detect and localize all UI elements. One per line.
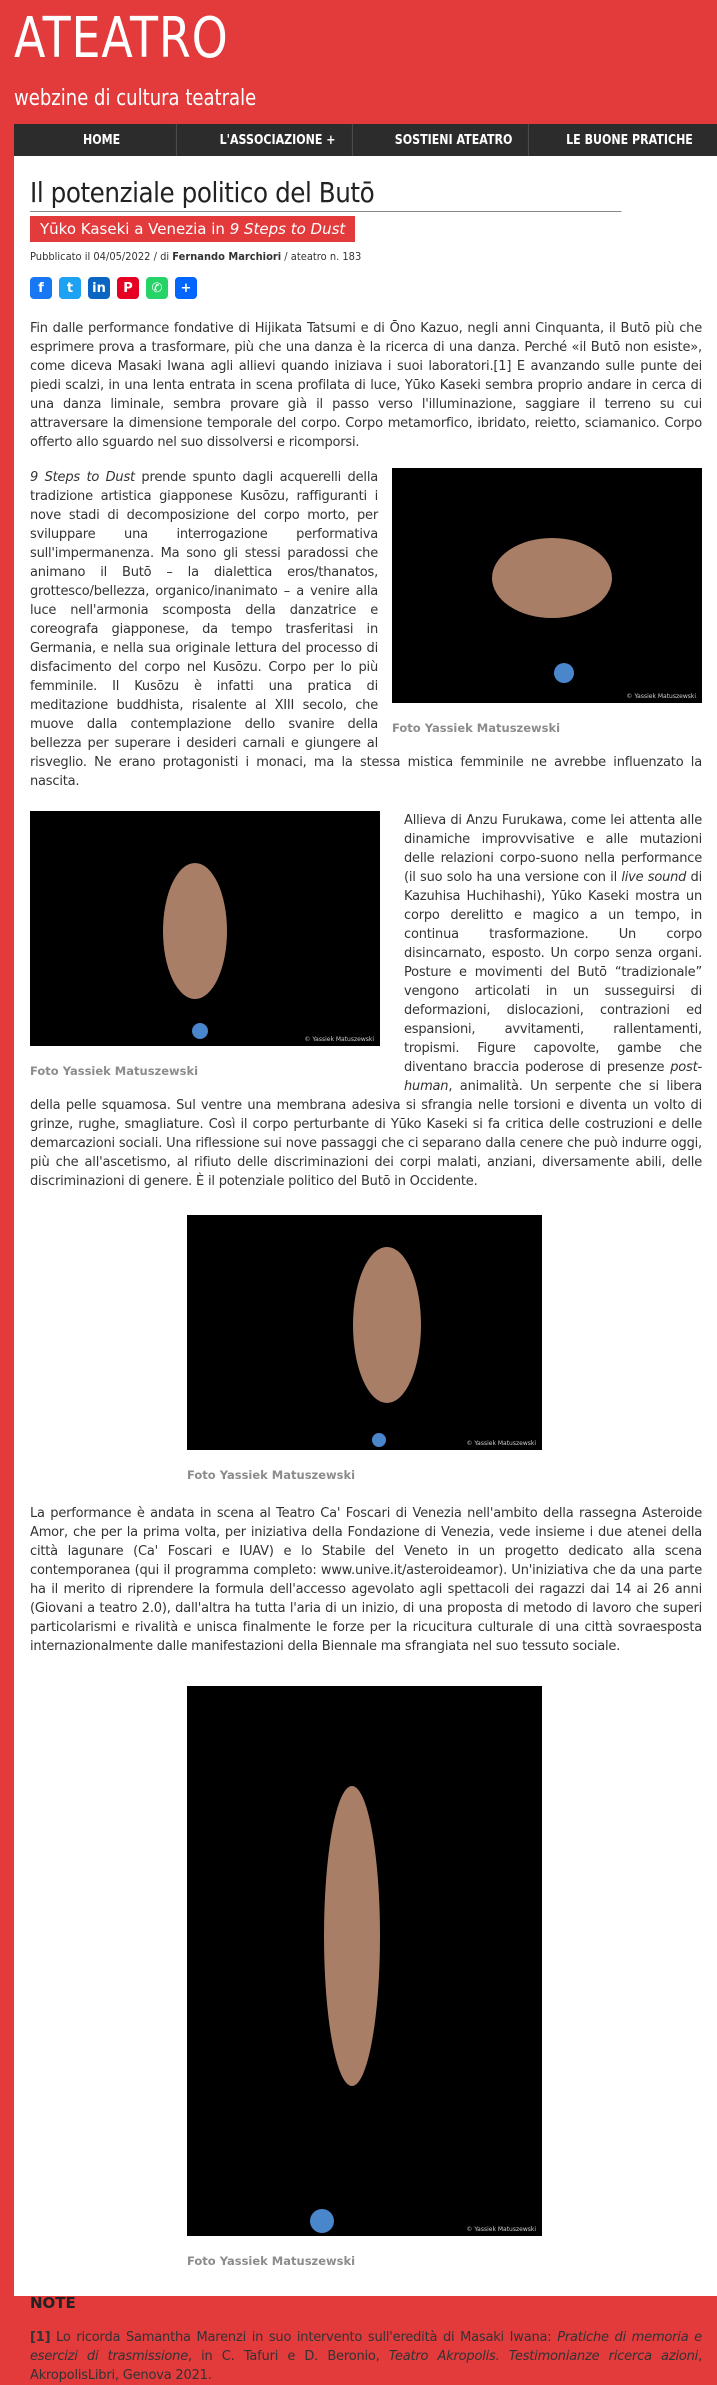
note-title-2: Teatro Akropolis. Testimonianze ricerca azioni <box>388 2349 699 2364</box>
note-text: , in C. Tafuri e D. Beronio, <box>188 2349 389 2364</box>
photo-2 <box>30 811 380 1046</box>
photo-caption: Foto Yassiek Matuszewski <box>30 1064 199 1078</box>
note-title-1: Pratiche di memoria e esercizi di trasmissione <box>30 2330 702 2364</box>
section-2 <box>30 468 702 791</box>
p3-live-sound: live sound <box>621 870 687 885</box>
site-header <box>0 0 717 122</box>
photo-credit: © Yassiek Matuszewski <box>626 693 696 700</box>
meta-published: Pubblicato il 04/05/2022 / di <box>30 250 170 263</box>
article-subtitle <box>30 216 355 242</box>
notes-heading: NOTE <box>30 2294 76 2312</box>
dancer-image <box>392 468 702 703</box>
photo-figure-2 <box>30 811 380 1078</box>
dancer-image <box>187 1215 542 1450</box>
subtitle-title: 9 Steps to Dust <box>229 220 346 238</box>
p3-text: , animalità. Un serpente che si libera della pelle squamosa. Sul ventre una membrana adesiva si sfrangia nelle torsioni e diventa un volto di grinze, rughe, smagliature. Così il corpo perturbante di Yūko Kaseki si fa critica delle costruzioni e delle demarcazioni sociali. Una riflessione sui nove passaggi che ci separano dalla cenere che può indurre oggi, più che all'ascetismo, al rifiuto delle discriminazioni dei corpi malati, anziani, diversamente abili, delle discriminazioni di genere. È il potenziale politico del Butō in Occidente. <box>30 1079 702 1189</box>
photo-caption: Foto Yassiek Matuszewski <box>187 1468 356 1482</box>
paragraph-1: Fin dalle performance fondative di Hijikata Tatsumi e di Ōno Kazuo, negli anni Cinquanta, il Butō più che esprimere prova a trasformare, più che una danza è la ricerca di una danza. Perché «il Butō non esiste», come diceva Masaki Iwana agli allievi quando iniziava i suoi laboratori.[1] E avanzando sulle punte dei piedi scalzi, in una lenta entrata in scena profilata di luce, Yūko Kaseki sembra proprio andare in cerca di una danza liminale, sembra provare già il passo verso l'illuminazione, saggiare il terreno su cui attraversare la dimensione temporale del corpo. Corpo metamorfico, ibridato, reietto, sciamanico. Corpo offerto allo sguardo nel suo dissolversi e ricomporsi. <box>30 321 702 450</box>
article-page <box>14 156 717 2383</box>
subtitle-prefix: Yūko Kaseki a Venezia in <box>40 220 225 238</box>
photo-credit: © Yassiek Matuszewski <box>466 1440 536 1447</box>
footnote-number: [1] <box>30 2330 51 2345</box>
photo-caption: Foto Yassiek Matuszewski <box>392 721 561 735</box>
p4-text: ). Un'iniziativa che da una parte ha il merito di riprendere la formula dell'accesso agevolato agli spettacoli dei ragazzi dai 14 ai 26 anni (Giovani a teatro 2.0), dall'altra ha tutta l'aria di un inizio, di una proposta di metodo di lavoro che superi particolarismi e rivalità e unisca finalmente le forze per la ricucitura culturale di una città sovraesposta internazionalmente dalle manifestazioni della Biennale ma sfrangiata nel suo tessuto sociale. <box>30 1563 702 1654</box>
dancer-image <box>30 811 380 1046</box>
photo-credit: © Yassiek Matuszewski <box>304 1036 374 1043</box>
paragraph-4 <box>30 1504 702 1656</box>
share-icon[interactable]: + <box>175 277 197 299</box>
p4-text: La performance è andata in scena al Teatro Ca' Foscari di Venezia nell'ambito della rassegna Asteroide Amor, che per la prima volta, per iniziativa della Fondazione di Venezia, vede insieme i due atenei della città lagunare (Ca' Foscari e IUAV) e lo Stabile del Veneto in un progetto dedicato alla scena contemporanea (qui il programma completo: <box>30 1506 702 1578</box>
photo-figure-3 <box>187 1215 542 1482</box>
share-bar <box>30 277 702 299</box>
facebook-icon[interactable]: f <box>30 277 52 299</box>
p2-title: 9 Steps to Dust <box>30 470 135 485</box>
article-body <box>30 156 702 2385</box>
photo-1 <box>392 468 702 703</box>
p3-post-human: post-human <box>404 1060 702 1094</box>
nav-home[interactable]: HOME <box>27 124 177 156</box>
program-link[interactable]: www.unive.it/asteroideamor <box>320 1563 499 1578</box>
twitter-icon[interactable]: t <box>59 277 81 299</box>
note-text: , AkropolisLibri, Genova 2021. <box>30 2349 702 2383</box>
dancer-image <box>187 1686 542 2236</box>
site-logo[interactable]: ATEATRO <box>14 6 229 71</box>
nav-associazione[interactable]: L'ASSOCIAZIONE + <box>203 124 353 156</box>
photo-figure-4 <box>187 1686 542 2268</box>
main-nav <box>14 124 717 156</box>
photo-4 <box>187 1686 542 2236</box>
photo-figure-1 <box>392 468 702 735</box>
photo-credit: © Yassiek Matuszewski <box>466 2226 536 2233</box>
site-tagline: webzine di cultura teatrale <box>14 86 257 111</box>
p3-text: Allieva di Anzu Furukawa, come lei attenta alle dinamiche improvvisative e alle mutazioni delle relazioni corpo-suono nella performance (il suo solo ha una versione con il <box>404 813 702 885</box>
page-title: Il potenziale politico del Butō <box>30 176 621 212</box>
pinterest-icon[interactable]: P <box>117 277 139 299</box>
note-text: Lo ricorda Samantha Marenzi in suo intervento sull'eredità di Masaki Iwana: <box>50 2330 558 2345</box>
photo-caption: Foto Yassiek Matuszewski <box>187 2254 356 2268</box>
p3-text: di Kazuhisa Huchihashi), Yūko Kaseki mostra un corpo derelitto e magico a un tempo, in continua trasformazione. Un corpo disincarnato, esposto. Un corpo senza organi. Posture e movimenti del Butō “tradizionale” vengono articolati in un susseguirsi di deformazioni, dislocazioni, contrazioni ed espansioni, avvitamenti, rallentamenti, tropismi. Figure capovolte, gambe che diventano braccia poderose di presenze <box>404 870 702 1075</box>
article-meta <box>30 250 635 263</box>
photo-3 <box>187 1215 542 1450</box>
p2-text: prende spunto dagli acquerelli della tradizione artistica giapponese Kusōzu, raffiguranti i nove stadi di decomposizione del corpo morto, per sviluppare una interrogazione performativa sull'impermanenza. Ma sono gli stessi paradossi che animano il Butō – la dialettica eros/thanatos, grottesco/bellezza, organico/inanimato – a venire alla luce nell'armonia scomposta della danzatrice e coreografa giapponese, da tempo trasferitasi in Germania, e nella sua originale lettura del processo di disfacimento del corpo nel Kusōzu. Corpo per lo più femminile. Il Kusōzu è infatti una pratica di meditazione buddhista, risalente al XIII secolo, che muove dalla contemplazione dello svanire della bellezza per superare i desideri carnali e giungere al risveglio. Ne erano protagonisti i monaci, ma la stessa mistica femminile ne avrebbe influenzato la nascita. <box>30 470 702 789</box>
nav-buone-pratiche[interactable]: LE BUONE PRATICHE <box>566 132 693 148</box>
footnote-1 <box>30 2328 702 2385</box>
linkedin-icon[interactable]: in <box>88 277 110 299</box>
nav-sostieni[interactable]: SOSTIENI ATEATRO <box>379 124 529 156</box>
author-link[interactable]: Fernando Marchiori <box>172 250 282 263</box>
whatsapp-icon[interactable]: ✆ <box>146 277 168 299</box>
meta-issue: / ateatro n. 183 <box>284 250 362 263</box>
section-3 <box>30 811 702 1191</box>
